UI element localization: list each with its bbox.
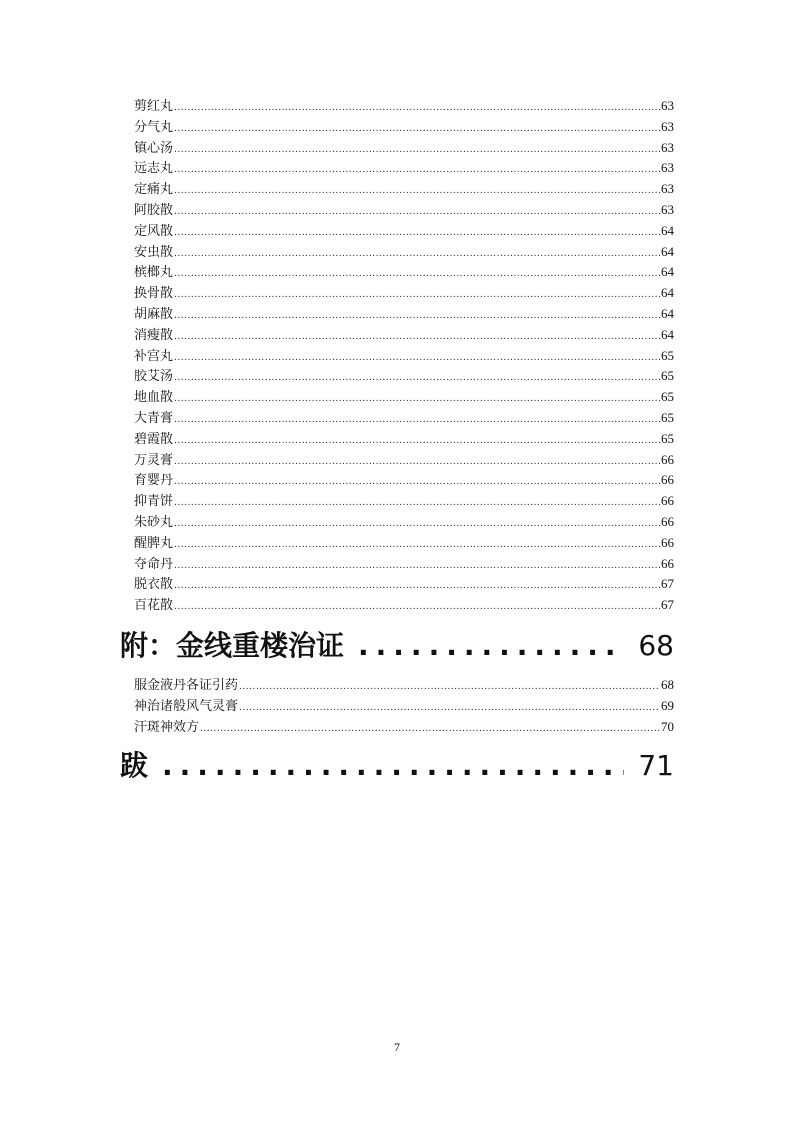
toc-entry[interactable] [134,408,674,429]
toc-leader-dots [174,348,660,367]
toc-entry[interactable] [134,574,674,595]
toc-entry[interactable] [134,554,674,575]
toc-entry-page: 67 [661,576,674,592]
toc-leader-dots [239,698,660,717]
toc-entry-title: 醒脾丸 [134,535,174,551]
toc-entry[interactable] [134,429,674,450]
toc-entry[interactable] [134,366,674,387]
toc-entry[interactable] [134,221,674,242]
toc-entry-page: 63 [661,160,674,176]
toc-entry-page: 64 [661,326,674,342]
toc-entry-page: 63 [661,118,674,134]
toc-leader-dots [174,119,660,138]
toc-entry[interactable] [134,387,674,408]
toc-entry-page: 65 [661,368,674,384]
toc-entry-page: 64 [661,222,674,238]
toc-leader-dots [239,677,660,696]
toc-entry-title: 定痛丸 [134,182,174,198]
toc-entry[interactable] [134,262,674,283]
toc-leader-dots [174,576,660,595]
toc-leader-dots [174,452,660,471]
toc-leader-dots [174,368,660,387]
toc-entry[interactable] [134,346,674,367]
toc-entry[interactable] [134,533,674,554]
toc-entry-page: 66 [661,534,674,550]
toc-entry-title: 剪红丸 [134,99,174,114]
toc-entry-title: 胡麻散 [134,306,174,322]
toc-entry[interactable] [134,96,674,117]
toc-section-title: 附：金线重楼治证 [120,629,345,662]
toc-entry-title: 阿胶散 [134,202,174,218]
toc-entry-title: 分气丸 [134,119,174,135]
toc-entry-title: 脱衣散 [134,577,174,593]
toc-section-appendix[interactable] [120,624,674,668]
toc-entry-page: 64 [661,243,674,259]
toc-leader-dots [174,264,660,283]
toc-entry-title: 槟榔丸 [134,265,174,281]
toc-entry-page: 66 [661,555,674,571]
toc-entry-title: 汗斑神效方 [134,719,200,735]
toc-entry-title: 万灵膏 [134,452,174,468]
toc-entry[interactable] [134,675,674,696]
toc-entry-title: 服金液丹各证引药 [134,678,239,693]
toc-leader-dots [174,202,660,221]
toc-entry-title: 抑青饼 [134,494,174,510]
toc-leader-dots [174,244,660,263]
toc-entry-page: 65 [661,347,674,363]
toc-entry-title: 安虫散 [134,244,174,260]
toc-leader-dots [174,285,660,304]
toc-entry[interactable] [134,200,674,221]
toc-entry-title: 地血散 [134,390,174,406]
toc-entry[interactable] [134,717,674,738]
toc-entry-page: 65 [661,430,674,446]
toc-entry-page: 67 [661,597,674,613]
toc-entry-page: 63 [661,98,674,113]
toc-leader-dots [174,556,660,575]
toc-section-title: 跋 [120,749,149,782]
toc-entry[interactable] [134,595,674,616]
toc-entry-page: 66 [661,472,674,488]
toc-leader-dots [200,719,660,738]
toc-leader-dots [174,597,660,616]
toc-entry[interactable] [134,179,674,200]
toc-entry[interactable] [134,283,674,304]
toc-section-page: 68 [638,629,674,662]
toc-entry-title: 胶艾汤 [134,369,174,385]
toc-entry[interactable] [134,491,674,512]
toc-leader-dots [174,389,660,408]
toc-leader-dots [174,327,660,346]
toc-entry-page: 63 [661,139,674,155]
toc-entry-title: 远志丸 [134,161,174,177]
toc-entry[interactable] [134,138,674,159]
toc-entry-page: 65 [661,409,674,425]
toc-entry-page: 66 [661,493,674,509]
toc-leader-dots [174,493,660,512]
toc-entry-title: 定风散 [134,223,174,239]
toc-entry-page: 64 [661,264,674,280]
toc-leader-dots [174,160,660,179]
toc-leader-dots [358,624,624,668]
toc-entry-page: 70 [661,718,674,734]
toc-entry-title: 夺命丹 [134,556,174,572]
toc-entry-title: 神治诸般风气灵膏 [134,698,239,714]
toc-leader-dots [174,535,660,554]
toc-leader-dots [174,514,660,533]
toc-entry-page: 65 [661,389,674,405]
toc-entry[interactable] [134,242,674,263]
toc-entry[interactable] [134,304,674,325]
toc-entry-title: 育婴丹 [134,473,174,489]
toc-leader-dots [174,140,660,159]
toc-section-afterword[interactable] [120,744,674,788]
toc-entry[interactable] [134,470,674,491]
toc-entry[interactable] [134,325,674,346]
toc-entry-title: 镇心汤 [134,140,174,156]
page-number: 7 [394,1040,400,1054]
toc-entry-title: 换骨散 [134,286,174,302]
toc-entry-title: 大青膏 [134,410,174,426]
toc-entry-title: 消瘦散 [134,327,174,343]
toc-entry-page: 63 [661,201,674,217]
toc-section-page: 71 [638,749,674,782]
toc-entry[interactable] [134,450,674,471]
toc-entry-page: 63 [661,181,674,197]
toc-entry-title: 碧霞散 [134,431,174,447]
toc-entry-page: 64 [661,305,674,321]
toc-leader-dots [174,181,660,200]
toc-leader-dots [174,410,660,429]
toc-entry-page: 69 [661,697,674,713]
toc-leader-dots [174,472,660,491]
toc-leader-dots [174,431,660,450]
toc-entry[interactable] [134,512,674,533]
toc-appendix-list [134,675,674,737]
toc-entry[interactable] [134,158,674,179]
toc-leader-dots [174,223,660,242]
toc-leader-dots [174,98,660,117]
toc-entry-page: 66 [661,513,674,529]
toc-list [134,96,674,616]
toc-entry-title: 朱砂丸 [134,514,174,530]
toc-entry[interactable] [134,117,674,138]
toc-entry-title: 百花散 [134,598,174,614]
toc-leader-dots [162,744,624,788]
toc-entry-page: 64 [661,285,674,301]
toc-leader-dots [174,306,660,325]
toc-entry-title: 补宫丸 [134,348,174,364]
toc-entry-page: 66 [661,451,674,467]
toc-entry-page: 68 [661,677,674,692]
toc-entry[interactable] [134,696,674,717]
